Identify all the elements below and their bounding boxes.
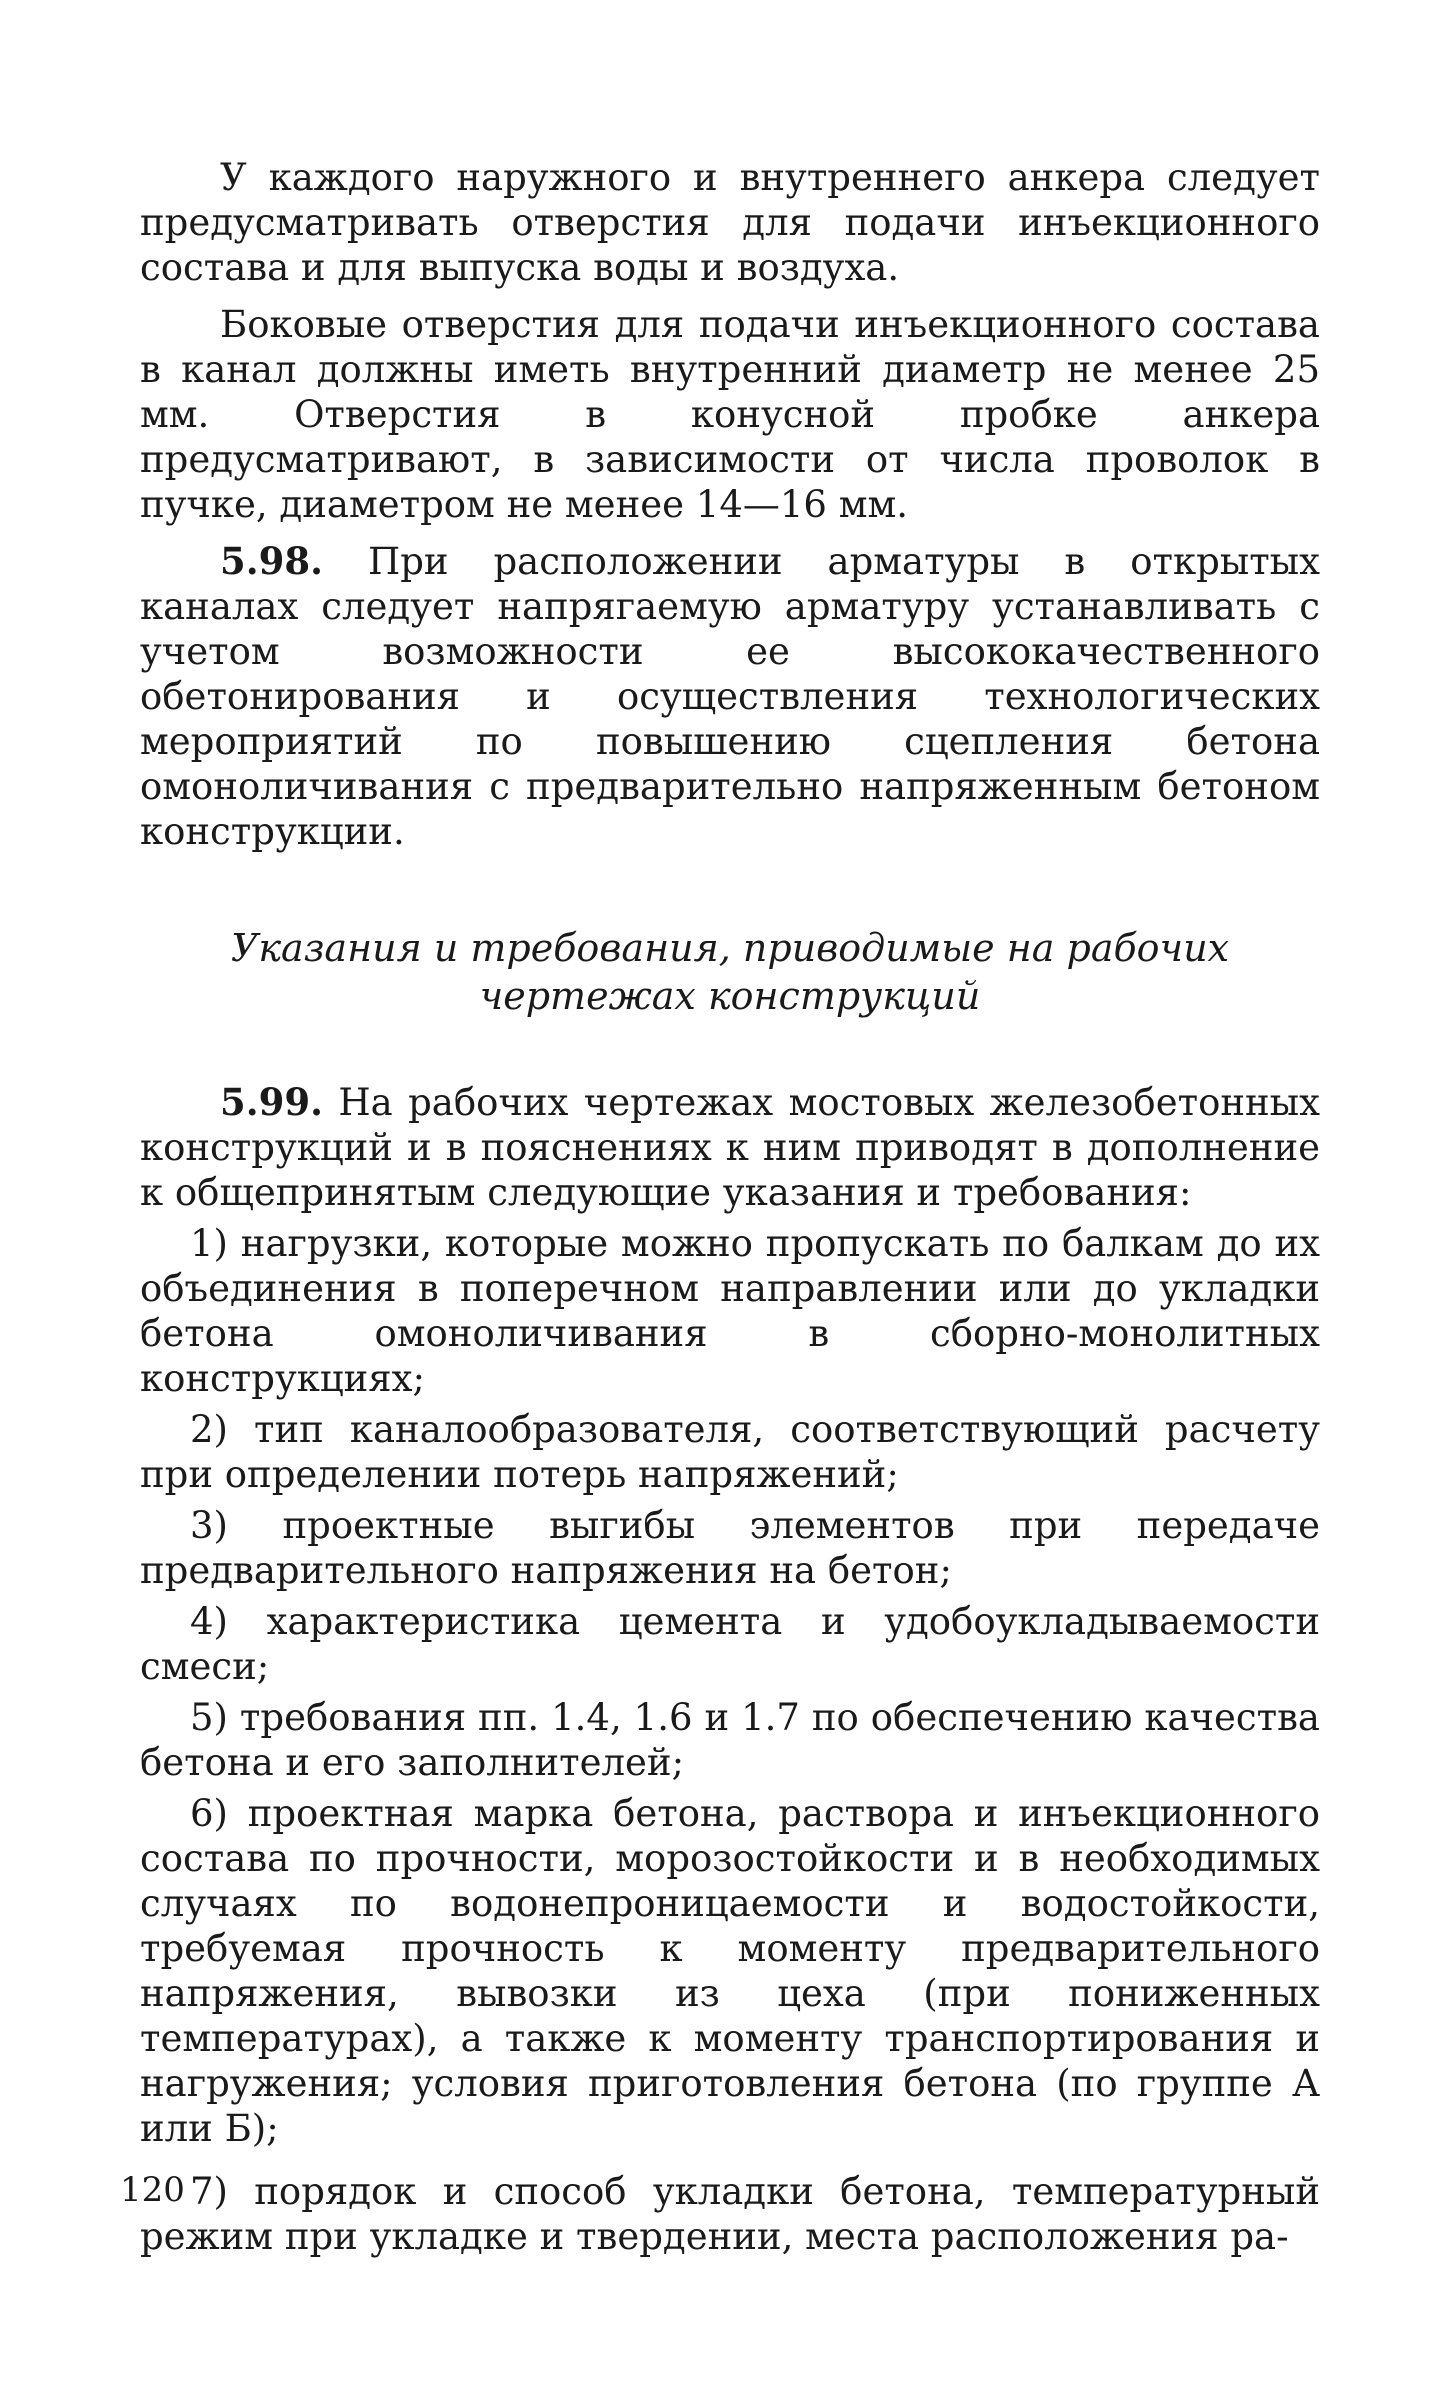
list-item: 1) нагрузки, которые можно пропускать по балкам до их объединения в поперечном направлении или до укладки бетона омоноличивания в сборно-монолитных конструкциях; bbox=[140, 1222, 1320, 1400]
paragraph-5-98 bbox=[140, 539, 1320, 854]
list-item: 2) тип каналообразователя, соответствующий расчету при определении потерь напряжений; bbox=[140, 1408, 1320, 1496]
page-number: 120 bbox=[120, 2170, 185, 2210]
clause-text-5-99: На рабочих чертежах мостовых железобетонных конструкций и в пояснениях к ним приводят в дополнение к общепринятым следующие указания и требования: bbox=[140, 1081, 1320, 1214]
section-heading: Указания и требования, приводимые на рабочих чертежах конструкций bbox=[230, 926, 1230, 1018]
list-item: 6) проектная марка бетона, раствора и инъекционного состава по прочности, морозостойкости и в необходимых случаях по водонепроницаемости и водостойкости, требуемая прочность к моменту предварительного напряжения, вывозки из цеха (при пониженных температурах), а также к моменту транспортирования и нагружения; условия приготовления бетона (по группе А или Б); bbox=[140, 1792, 1320, 2150]
clause-text-5-98: При расположении арматуры в открытых каналах следует напрягаемую арматуру устанавливать с учетом возможности ее высококачественного обетонирования и осуществления технологических мероприятий по повышению сцепления бетона омоноличивания с предварительно напряженным бетоном конструкции. bbox=[140, 540, 1320, 853]
document-page bbox=[140, 155, 1320, 2259]
paragraph-anchor-openings: У каждого наружного и внутреннего анкера следует предусматривать отверстия для подачи инъекционного состава и для выпуска воды и воздуха. bbox=[140, 156, 1320, 289]
paragraph-5-99 bbox=[140, 1080, 1320, 1215]
clause-number-5-99: 5.99. bbox=[220, 1080, 323, 1124]
list-item: 7) порядок и способ укладки бетона, температурный режим при укладке и твердении, места расположения ра- bbox=[140, 2170, 1320, 2258]
list-item: 4) характеристика цемента и удобоукладываемости смеси; bbox=[140, 1600, 1320, 1688]
list-item: 5) требования пп. 1.4, 1.6 и 1.7 по обеспечению качества бетона и его заполнителей; bbox=[140, 1696, 1320, 1784]
clause-number-5-98: 5.98. bbox=[220, 539, 323, 583]
paragraph-side-openings: Боковые отверстия для подачи инъекционного состава в канал должны иметь внутренний диаметр не менее 25 мм. Отверстия в конусной пробке анкера предусматривают, в зависимости от числа проволок в пучке, диаметром не менее 14—16 мм. bbox=[140, 303, 1320, 526]
list-item: 3) проектные выгибы элементов при передаче предварительного напряжения на бетон; bbox=[140, 1504, 1320, 1592]
